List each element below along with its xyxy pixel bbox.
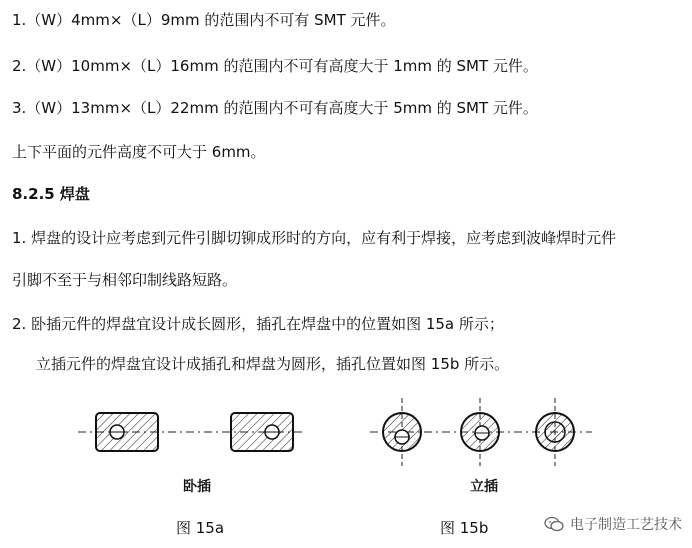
section-heading: 8.2.5 焊盘 [12, 185, 90, 203]
oblong-pad-right [231, 413, 293, 451]
round-pad-2 [461, 413, 499, 451]
round-pad-3 [536, 413, 574, 451]
rule-line-2: 2.（W）10mm×（L）16mm 的范围内不可有高度大于 1mm 的 SMT 元件。 [12, 57, 538, 75]
height-limit-line: 上下平面的元件高度不可大于 6mm。 [12, 143, 266, 161]
round-pad-hole-3 [545, 422, 565, 442]
pad-para-1-line-2: 引脚不至于与相邻印制线路短路。 [12, 271, 238, 289]
pad-para-2-line-1: 2. 卧插元件的焊盘宜设计成长圆形，插孔在焊盘中的位置如图 15a 所示； [12, 315, 504, 333]
figure-15b [370, 398, 592, 466]
label-horizontal-insert: 卧插 [183, 479, 211, 495]
wechat-icon [544, 516, 564, 532]
caption-figure-15b: 图 15b [440, 519, 489, 537]
pad-para-1-line-1: 1. 焊盘的设计应考虑到元件引脚切铆成形时的方向，应有利于焊接，应考虑到波峰焊时元件 [12, 229, 617, 247]
caption-figure-15a: 图 15a [176, 519, 225, 537]
watermark [544, 514, 682, 534]
oblong-pad-left [96, 413, 158, 451]
watermark-text: 电子制造工艺技术 [570, 517, 682, 533]
round-pad-1 [383, 413, 421, 451]
label-vertical-insert: 立插 [470, 479, 498, 495]
pad-para-2-line-2: 立插元件的焊盘宜设计成插孔和焊盘为圆形，插孔位置如图 15b 所示。 [36, 355, 510, 373]
figure-15a [78, 413, 305, 451]
rule-line-3: 3.（W）13mm×（L）22mm 的范围内不可有高度大于 5mm 的 SMT 元件。 [12, 99, 538, 117]
rule-line-1: 1.（W）4mm×（L）9mm 的范围内不可有 SMT 元件。 [12, 11, 396, 29]
